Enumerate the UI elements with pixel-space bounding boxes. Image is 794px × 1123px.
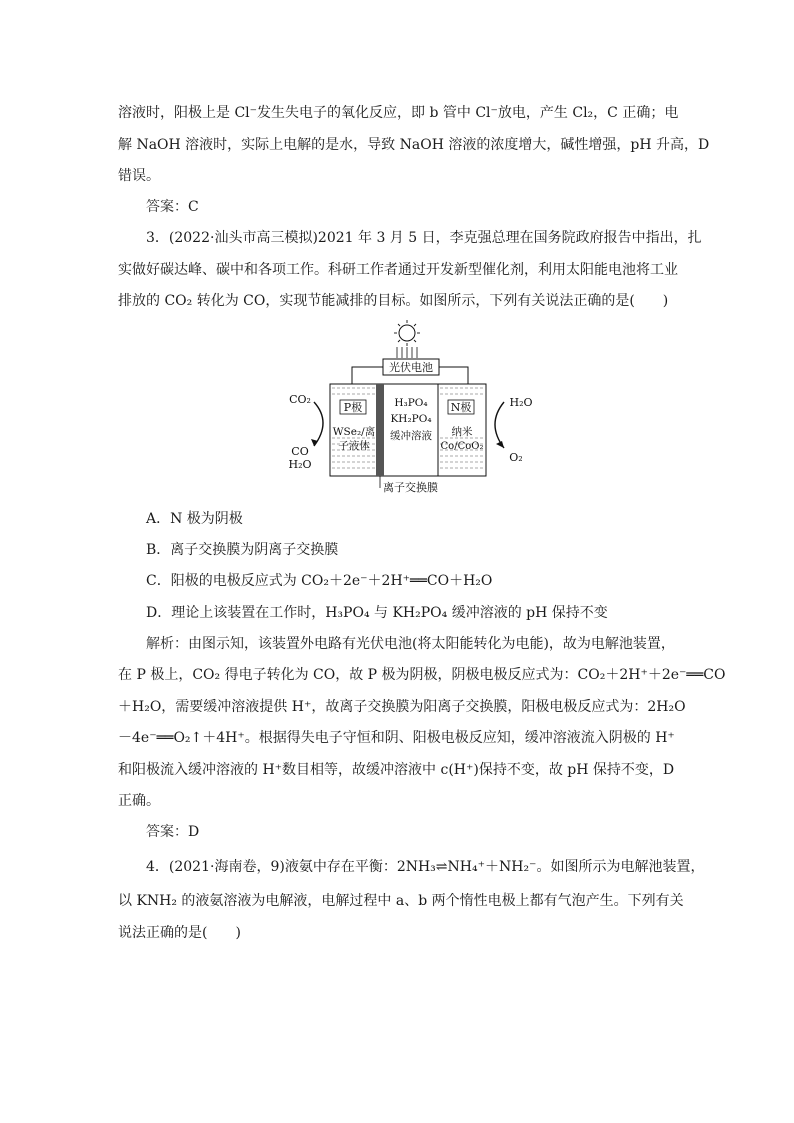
question-3-stem-line: 排放的 CO₂ 转化为 CO，实现节能减排的目标。如图所示，下列有关说法正确的是( ) [118, 293, 669, 309]
analysis-line: －4e⁻══O₂↑＋4H⁺。根据得失电子守恒和阴、阳极电极反应知，缓冲溶液流入阴极的 H⁺ [118, 730, 675, 746]
question-4-stem-line: 以 KNH₂ 的液氨溶液为电解液，电解过程中 a、b 两个惰性电极上都有气泡产生。下列有关 [118, 893, 684, 909]
option-c[interactable]: C．阳极的电极反应式为 CO₂＋2e⁻＋2H⁺══CO＋H₂O [146, 573, 493, 589]
answer-line [146, 822, 199, 842]
analysis-text: 由图示知，该装置外电路有光伏电池(将太阳能转化为电能)，故为电解池装置， [188, 636, 675, 652]
p-liquid-label: WSe₂/离 [332, 426, 376, 438]
battery-label: 光伏电池 [389, 361, 433, 374]
ion-exchange-membrane [376, 384, 384, 476]
left-reaction-arrow [314, 402, 323, 446]
paragraph-line: 溶液时，阳极上是 Cl⁻发生失电子的氧化反应，即 b 管中 Cl⁻放电，产生 Cl₂，C 正确；电 [118, 105, 679, 121]
analysis-label: 解析： [146, 636, 188, 652]
answer-label: 答案： [146, 824, 188, 840]
p-liquid-label: 子液体 [338, 440, 370, 452]
h2o-label: H₂O [288, 458, 312, 471]
membrane-label: 离子交换膜 [383, 481, 438, 494]
question-4-stem-line: 4．(2021·海南卷，9)液氨中存在平衡：2NH₃⇌NH₄⁺＋NH₂⁻。如图所示为电解池装置， [146, 859, 705, 875]
co-label: CO [291, 445, 309, 458]
answer-label: 答案： [146, 199, 188, 215]
analysis-line [146, 634, 675, 654]
catalyst-label: Co/CoO₂ [440, 441, 484, 452]
question-3-stem-line: 3．(2022·汕头市高三模拟)2021 年 3 月 5 日，李克强总理在国务院政府报告中指出，扎 [146, 230, 702, 246]
n-pole-label: N极 [450, 401, 472, 414]
option-d[interactable]: D．理论上该装置在工作时，H₃PO₄ 与 KH₂PO₄ 缓冲溶液的 pH 保持不变 [146, 605, 608, 621]
analysis-line: 和阳极流入缓冲溶液的 H⁺数目相等，故缓冲溶液中 c(H⁺)保持不变，故 pH 保持不变，D [118, 762, 675, 778]
buffer-label: KH₂PO₄ [390, 413, 432, 425]
catalyst-label: 纳米 [451, 426, 473, 438]
buffer-label: H₃PO₄ [394, 397, 428, 409]
h2o-label: H₂O [509, 396, 533, 409]
right-reaction-arrow [495, 402, 504, 448]
option-b[interactable]: B．离子交换膜为阴离子交换膜 [146, 542, 339, 558]
answer-line [146, 197, 199, 217]
answer-value: C [188, 199, 199, 215]
sun-icon [394, 320, 420, 358]
option-a[interactable]: A．N 极为阴极 [146, 511, 243, 527]
question-4-stem-line: 说法正确的是( ) [118, 925, 241, 941]
analysis-line: 在 P 极上，CO₂ 得电子转化为 CO，故 P 极为阴极，阴极电极反应式为：CO₂＋2H⁺＋2e⁻══CO [118, 667, 726, 683]
question-3-stem-line: 实做好碳达峰、碳中和各项工作。科研工作者通过开发新型催化剂，利用太阳能电池将工业 [118, 262, 678, 278]
co2-label: CO₂ [289, 393, 311, 406]
paragraph-line: 错误。 [118, 168, 160, 184]
buffer-label: 缓冲溶液 [390, 430, 432, 442]
paragraph-line: 解 NaOH 溶液时，实际上电解的是水，导致 NaOH 溶液的浓度增大，碱性增强，pH 升高，D [118, 137, 710, 153]
analysis-line: ＋H₂O，需要缓冲溶液提供 H⁺，故离子交换膜为阳离子交换膜，阳极电极反应式为：2H₂O [118, 699, 686, 715]
p-pole-label: P极 [343, 401, 363, 414]
o2-label: O₂ [509, 451, 523, 464]
answer-value: D [188, 824, 200, 840]
electrolysis-diagram [280, 318, 540, 508]
analysis-line: 正确。 [118, 793, 160, 809]
